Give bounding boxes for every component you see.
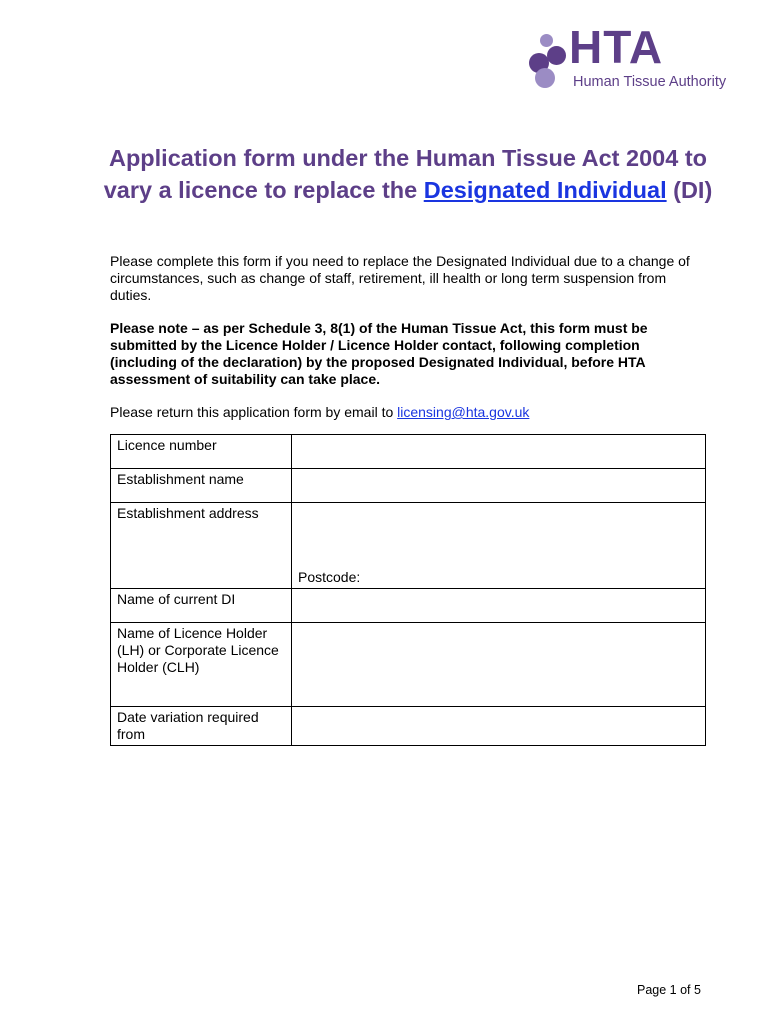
postcode-label: Postcode: (298, 569, 361, 585)
intro-text: Please complete this form if you need to replace the Designated Individual due to a change of circumstances, such as change of staff, retirement, ill health or long term suspension from duties. (110, 253, 690, 303)
return-instructions (110, 404, 710, 421)
licence-number-field[interactable] (292, 435, 706, 469)
current-di-field[interactable] (292, 589, 706, 623)
licence-holder-label: Name of Licence Holder (LH) or Corporate Licence Holder (CLH) (111, 623, 292, 707)
licence-holder-field[interactable] (292, 623, 706, 707)
establishment-name-field[interactable] (292, 469, 706, 503)
note-text: Please note – as per Schedule 3, 8(1) of the Human Tissue Act, this form must be submitted by the Licence Holder / Licence Holder contact, following completion (including of the declaration) by the proposed Designated Individual, before HTA assessment of suitability can take place. (110, 320, 648, 387)
establishment-address-label: Establishment address (111, 503, 292, 589)
table-row (111, 707, 706, 746)
return-text: Please return this application form by email to (110, 404, 398, 420)
application-form-table (110, 434, 706, 746)
page-number: Page 1 of 5 (637, 983, 701, 997)
establishment-address-field[interactable] (292, 503, 706, 589)
logo-abbr: HTA (569, 21, 664, 73)
logo-dot-icon (540, 34, 553, 47)
logo-dot-icon (535, 68, 555, 88)
establishment-name-label: Establishment name (111, 469, 292, 503)
logo-dot-icon (547, 46, 566, 65)
table-row (111, 623, 706, 707)
licence-number-label: Licence number (111, 435, 292, 469)
title-text: Application form under the Human Tissue Act 2004 to vary a licence to replace the (103, 145, 708, 203)
designated-individual-link[interactable]: Designated Individual (423, 177, 667, 203)
table-row (111, 435, 706, 469)
table-row (111, 589, 706, 623)
table-row (111, 503, 706, 589)
email-link[interactable]: licensing@hta.gov.uk (397, 404, 530, 420)
hta-logo (527, 21, 737, 92)
logo-name: Human Tissue Authority (573, 74, 727, 90)
title-suffix: (DI) (666, 177, 713, 203)
table-row (111, 469, 706, 503)
date-variation-field[interactable] (292, 707, 706, 746)
current-di-label: Name of current DI (111, 589, 292, 623)
date-variation-label: Date variation required from (111, 707, 292, 746)
page-title (100, 142, 716, 206)
